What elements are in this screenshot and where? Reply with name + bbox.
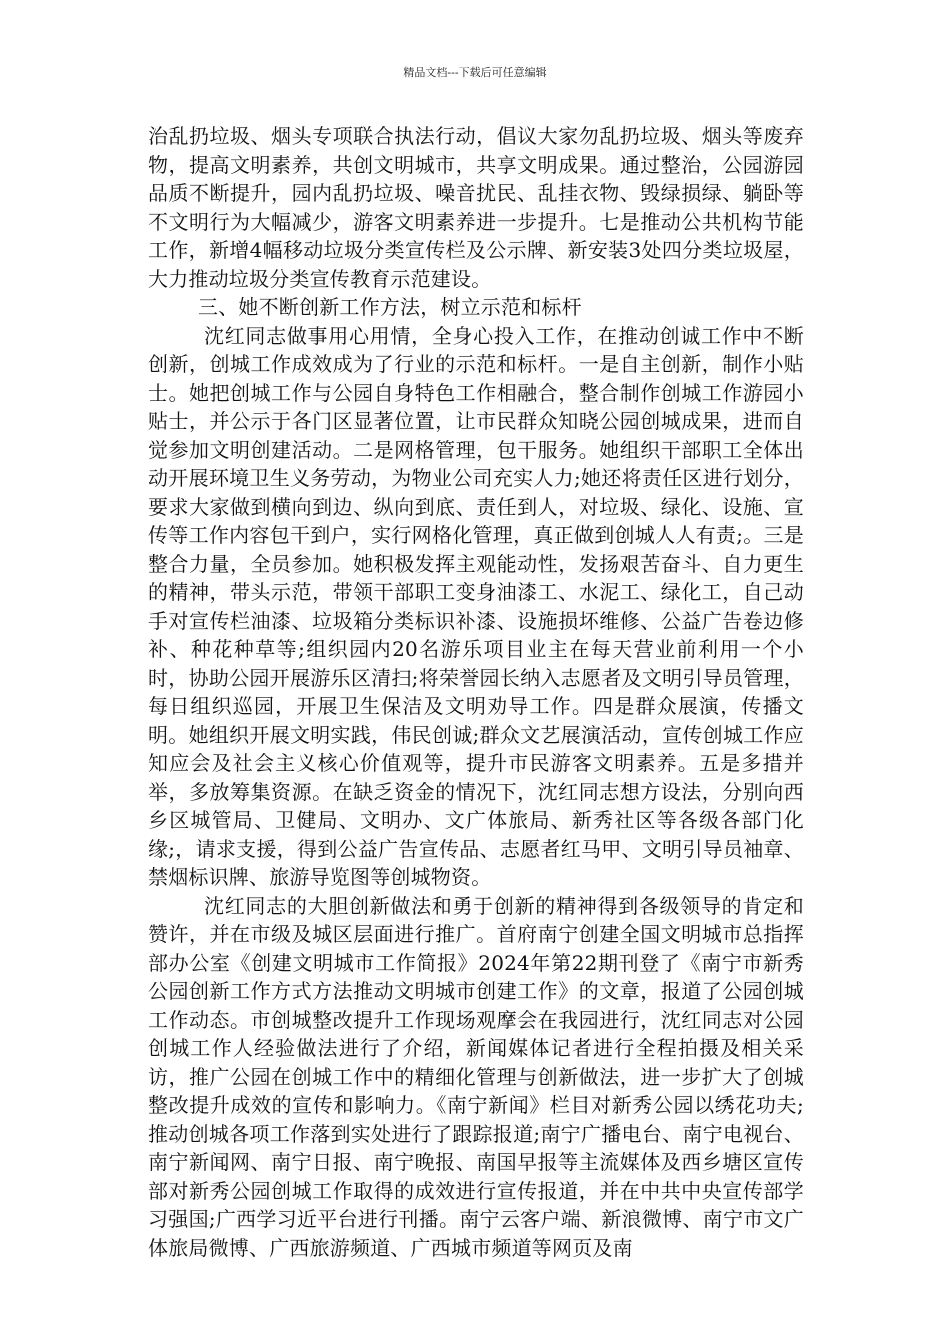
paragraph-continuation: 治乱扔垃圾、烟头专项联合执法行动，倡议大家勿乱扔垃圾、烟头等废弃物，提高文明素养，共创文明城市，共享文明成果。通过整治，公园游园品质不断提升，园内乱扔垃圾、噪音扰民、乱挂衣物、毁绿损绿、躺卧等不文明行为大幅减少，游客文明素养进一步提升。七是推动公共机构节能工作，新增4幅移动垃圾分类宣传栏及公示牌、新安装3处四分类垃圾屋，大力推动垃圾分类宣传教育示范建设。 bbox=[148, 124, 804, 291]
section-heading: 三、她不断创新工作方法，树立示范和标杆 bbox=[198, 295, 582, 319]
paragraph-promotion: 沈红同志的大胆创新做法和勇于创新的精神得到各级领导的肯定和赞许，并在市级及城区层面进行推广。首府南宁创建全国文明城市总指挥部办公室《创建文明城市工作简报》2024年第22期刊登了《南宁市新秀公园创新工作方式方法推动文明城市创建工作》的文章，报道了公园创城工作动态。市创城整改提升工作现场观摩会在我园进行，沈红同志对公园创城工作人经验做法进行了介绍，新闻媒体记者进行全程拍摄及相关采访，推广公园在创城工作中的精细化管理与创新做法，进一步扩大了创城整改提升成效的宣传和影响力。《南宁新闻》栏目对新秀公园以绣花功夫;推动创城各项工作落到实处进行了跟踪报道;南宁广播电台、南宁电视台、南宁新闻网、南宁日报、南宁晚报、南国早报等主流媒体及西乡塘区宣传部对新秀公园创城工作取得的成效进行宣传报道，并在中共中央宣传部学习强国;广西学习近平台进行刊播。南宁云客户端、新浪微博、南宁市文广体旅局微博、广西旅游频道、广西城市频道等网页及南 bbox=[148, 893, 804, 1260]
paragraph-innovation: 沈红同志做事用心用情，全身心投入工作，在推动创诚工作中不断创新，创城工作成效成为了行业的示范和标杆。一是自主创新，制作小贴士。她把创城工作与公园自身特色工作相融合，整合制作创城工作游园小贴士，并公示于各门区显著位置，让市民群众知晓公园创城成果，进而自觉参加文明创建活动。二是网格管理，包干服务。她组织干部职工全体出动开展环境卫生义务劳动，为物业公司充实人力;她还将责任区进行划分，要求大家做到横向到边、纵向到底、责任到人，对垃圾、绿化、设施、宣传等工作内容包干到户，实行网格化管理，真正做到创城人人有责;。三是整合力量，全员参加。她积极发挥主观能动性，发扬艰苦奋斗、自力更生的精神，带头示范，带领干部职工变身油漆工、水泥工、绿化工，自己动手对宣传栏油漆、垃圾箱分类标识补漆、设施损坏维修、公益广告卷边修补、种花种草等;组织园内20名游乐项目业主在每天营业前利用一个小时，协助公园开展游乐区清扫;将荣誉园长纳入志愿者及文明引导员管理，每日组织巡园，开展卫生保洁及文明劝导工作。四是群众展演，传播文明。她组织开展文明实践，伟民创诚;群众文艺展演活动，宣传创城工作应知应会及社会主义核心价值观等，提升市民游客文明素养。五是多措并举，多放筹集资源。在缺乏资金的情况下，沈红同志想方设法，分别向西乡区城管局、卫健局、文明办、文广体旅局、新秀社区等各级各部门化缘;，请求支援，得到公益广告宣传品、志愿者红马甲、文明引导员袖章、禁烟标识牌、旅游导览图等创城物资。 bbox=[148, 323, 804, 889]
document-body bbox=[148, 122, 804, 1262]
page-header: 精品文档---下载后可任意编辑 bbox=[403, 66, 547, 79]
